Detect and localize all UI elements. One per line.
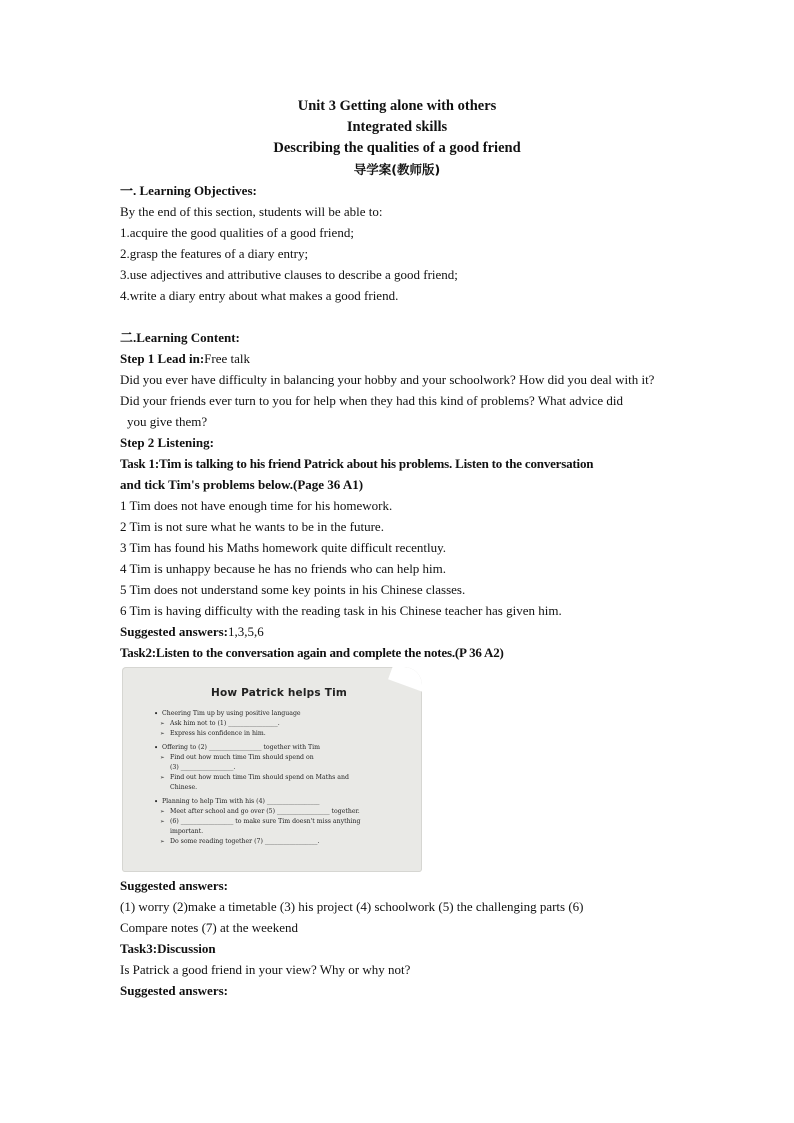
doc-title-unit: Unit 3 Getting alone with others — [297, 98, 497, 114]
notes-subitem: ➢ Meet after school and go over (5) _________________ together. — [154, 807, 404, 817]
task3-heading: Task3:Discussion — [120, 941, 216, 956]
content-heading: 二.Learning Content: — [120, 330, 240, 345]
problem-item: 3 Tim has found his Maths homework quite difficult recentluy. — [120, 540, 447, 555]
objectives-heading: 一. Learning Objectives: — [120, 183, 257, 198]
step2-heading: Step 2 Listening: — [120, 435, 214, 450]
notes-subitem: ➢ Express his confidence in him. — [154, 729, 404, 739]
objective-item: 4.write a diary entry about what makes a good friend. — [120, 288, 399, 303]
objective-item: 2.grasp the features of a diary entry; — [120, 246, 309, 261]
doc-title-cn: 导学案(教师版) — [353, 162, 441, 177]
notes-item: • Offering to (2) _________________ together with Tim — [154, 743, 404, 753]
doc-title-topic: Describing the qualities of a good friend — [273, 140, 521, 156]
problem-item: 2 Tim is not sure what he wants to be in the future. — [120, 519, 384, 534]
doc-title-section: Integrated skills — [346, 119, 448, 135]
problem-item: 1 Tim does not have enough time for his homework. — [120, 498, 393, 513]
suggested-answers-2-label: Suggested answers: — [120, 878, 228, 893]
notes-subitem: ➢ (6) _________________ to make sure Tim doesn't miss anything — [154, 817, 404, 827]
problem-item: 5 Tim does not understand some key points in his Chinese classes. — [120, 582, 466, 597]
document-body — [120, 180, 674, 1001]
step1-label: Step 1 Lead in: — [120, 351, 205, 366]
notes-subitem: ➢ Ask him not to (1) ________________. — [154, 719, 404, 729]
step1-text: Free talk — [204, 351, 250, 366]
leadin-question-2b: you give them? — [127, 414, 208, 429]
notes-item: • Planning to help Tim with his (4) _________________ — [154, 797, 404, 807]
notes-subitem-cont: important. — [170, 828, 204, 835]
suggested-answers-1 — [120, 621, 674, 642]
suggested-answers-3-label: Suggested answers: — [120, 983, 228, 998]
task3-question: Is Patrick a good friend in your view? Why or why not? — [120, 962, 411, 977]
notes-subitem: ➢ Find out how much time Tim should spend on — [154, 753, 404, 763]
notes-subitem-cont: Chinese. — [170, 784, 198, 791]
suggested-value: 1,3,5,6 — [227, 624, 264, 639]
notes-item: • Cheering Tim up by using positive language — [154, 709, 404, 719]
notes-subitem-cont: (3) _________________. — [170, 764, 236, 771]
step1-line — [120, 348, 674, 369]
suggested-answers-2-line1: (1) worry (2)make a timetable (3) his project (4) schoolwork (5) the challenging parts (6) — [120, 899, 584, 914]
task1-instruction-a: Task 1:Tim is talking to his friend Patrick about his problems. Listen to the conversation — [120, 456, 594, 471]
notes-subitem: ➢ Do some reading together (7) _________________. — [154, 837, 404, 847]
notes-subitem: ➢ Find out how much time Tim should spend on Maths and — [154, 773, 404, 783]
problem-item: 4 Tim is unhappy because he has no friends who can help him. — [120, 561, 447, 576]
suggested-label: Suggested answers: — [120, 624, 228, 639]
task1-instruction-b: and tick Tim's problems below.(Page 36 A1) — [120, 477, 364, 492]
suggested-answers-2-line2: Compare notes (7) at the weekend — [120, 920, 298, 935]
task2-instruction: Task2:Listen to the conversation again and complete the notes.(P 36 A2) — [120, 645, 504, 660]
notes-image-card — [122, 667, 422, 872]
leadin-question-2a: Did your friends ever turn to you for help when they had this kind of problems? What advice did — [120, 393, 624, 408]
problem-item: 6 Tim is having difficulty with the reading task in his Chinese teacher has given him. — [120, 603, 562, 618]
objective-item: 3.use adjectives and attributive clauses to describe a good friend; — [120, 267, 458, 282]
leadin-question-1: Did you ever have difficulty in balancing your hobby and your schoolwork? How did you deal with it? — [120, 372, 655, 387]
objectives-intro: By the end of this section, students will be able to: — [120, 204, 383, 219]
objective-item: 1.acquire the good qualities of a good friend; — [120, 225, 354, 240]
notes-card-title: How Patrick helps Tim — [210, 687, 348, 699]
